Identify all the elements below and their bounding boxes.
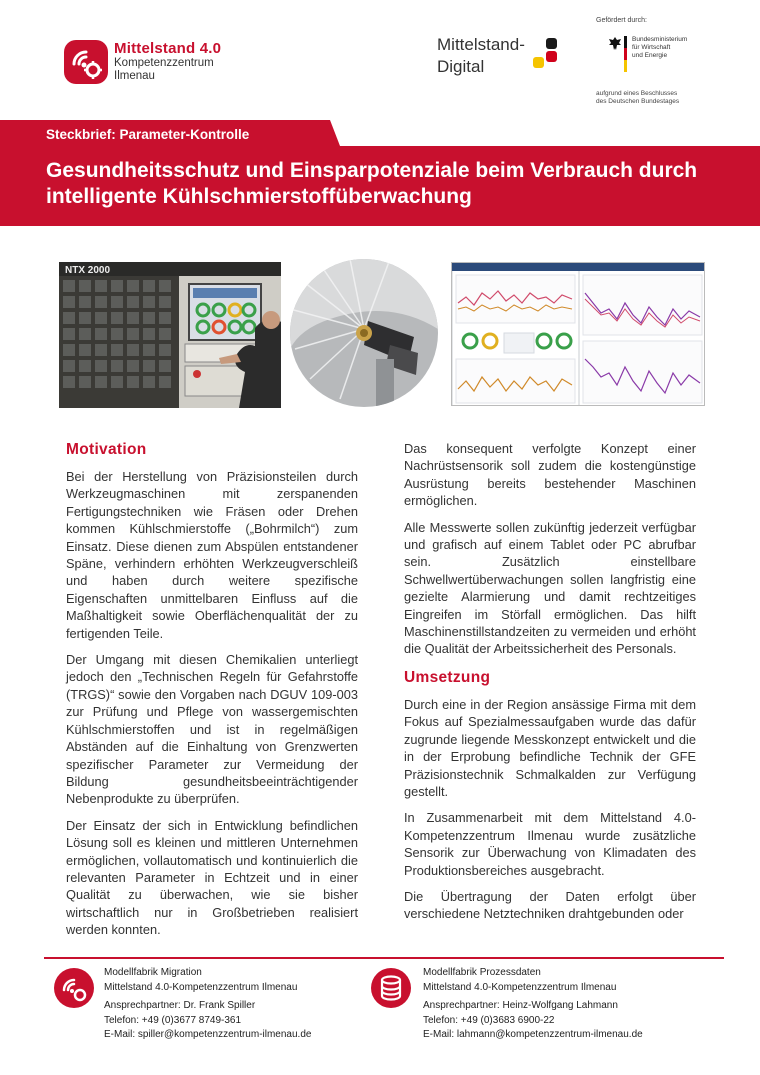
- machine-photo: [59, 262, 281, 408]
- ministry-line-1: Bundesministerium: [632, 36, 688, 43]
- digital-line-1: Mittelstand-: [437, 35, 525, 54]
- motivation-paragraph-5: Alle Messwerte sollen zukünftig jederzeit verfügbar und grafisch auf einem Tablet oder PC abrufbar sein. Zusätzlich einstellbare Schwellwertüberwachungen sollen langfristig eine gezielte Alarmierung und damit rechtzeitiges Eingreifen im Störfall ermöglichen. Das hilft Maschinenstillstandzeiten zu vermeiden und erhöht die Qualität der Arbeitssicherheit des Personals.: [404, 519, 696, 657]
- motivation-paragraph-1: Bei der Herstellung von Präzisionsteilen durch Werkzeugmaschinen mit zerspanenden Fertigungstechniken wie Fräsen oder Drehen kommen Kühlschmierstoffe („Bohrmilch“) zum Einsatz. Diese dienen zum Abspülen entstandener Späne, verhindern erhöhten Werkzeugverschleiß und haben durch weitere spezifische Eigenschaften unmittelbaren Einfluss auf die Maßhaltigkeit sowie Oberflächenqualität der zu fertigenden Teile.: [66, 469, 358, 641]
- motivation-paragraph-3: Der Einsatz der sich in Entwicklung befindlichen Lösung soll es kleinen und mittleren Unternehmen ermöglichen, vollautomatisch und kontinuierlich die relevanten Parameter in Echtzeit und in einer Qualität zu überwachen, wie sie bisher wirtschaftlich nur in Großbetrieben realisiert werden konnten.: [66, 817, 358, 938]
- decision-line-2: des Deutschen Bundestages: [596, 98, 680, 105]
- left-contact-person: Ansprechpartner: Dr. Frank Spiller: [104, 1000, 256, 1011]
- umsetzung-paragraph-3: Die Übertragung der Daten erfolgt über verschiedene Netztechniken drahtgebunden oder: [404, 888, 696, 922]
- page-title: Gesundheitsschutz und Einsparpotenziale beim Verbrauch durch intelligente Kühlschmierstoffüberwachung: [46, 159, 698, 208]
- right-lab-name: Modellfabrik Prozessdaten: [423, 967, 541, 978]
- right-org: Mittelstand 4.0-Kompetenzzentrum Ilmenau: [423, 981, 617, 993]
- mittelstand-digital-logo: [532, 38, 562, 68]
- brand-subtitle-2: Ilmenau: [114, 70, 155, 82]
- motivation-paragraph-2: Der Umgang mit diesen Chemikalien unterliegt jedoch den „Technischen Regeln für Gefahrstoffe (TRGS)“ sowie den Vorgaben nach DGUV 109-003 zur Prüfung und Pflege von wassergemischten Kühlschmierstoffen und ist in regelmäßigen Abständen auf die Einhaltung von Grenzwerten spezifischer Parameter zur Vermeidung der Bildung gesundheitsbeeinträchtigender Nebenprodukte zu überprüfen.: [66, 652, 358, 807]
- footer-divider: [44, 957, 724, 959]
- md-black-square: [546, 38, 557, 49]
- dashboard-screenshot: [451, 262, 705, 406]
- right-email-link[interactable]: E-Mail: lahmann@kompetenzzentrum-ilmenau.de: [423, 1029, 643, 1040]
- digital-line-2: Digital: [437, 57, 485, 76]
- decision-line-1: aufgrund eines Beschlusses: [596, 90, 678, 97]
- cutting-tool-photo: [290, 259, 438, 407]
- migration-icon: [54, 968, 94, 1008]
- right-phone: Telefon: +49 (0)3683 6900-22: [423, 1014, 555, 1026]
- md-yellow-square: [533, 57, 544, 68]
- bundestag-note: [596, 90, 679, 106]
- kompetenzzentrum-logo: [64, 40, 108, 84]
- right-column: [404, 440, 696, 932]
- left-column: [66, 440, 358, 948]
- footer-contact-right: [423, 966, 643, 1043]
- umsetzung-heading: Umsetzung: [404, 668, 491, 686]
- right-contact-person: Ansprechpartner: Heinz-Wolfgang Lahmann: [423, 1000, 618, 1011]
- funded-by-label: Gefördert durch:: [596, 17, 647, 24]
- profile-tab-label: Steckbrief: Parameter-Kontrolle: [46, 127, 250, 142]
- brand-subtitle-1: Kompetenzzentrum: [114, 57, 214, 69]
- page-header: [0, 0, 760, 120]
- md-red-square: [546, 51, 557, 62]
- ministry-line-3: und Energie: [632, 52, 668, 59]
- left-email-link[interactable]: E-Mail: spiller@kompetenzzentrum-ilmenau.de: [104, 1029, 312, 1040]
- federal-eagle-icon: [608, 36, 622, 57]
- umsetzung-paragraph-1: Durch eine in der Region ansässige Firma mit dem Fokus auf Spezialmessaufgaben wurde das dafür zugrunde liegende Messkonzept entwickelt und die in der Erprobung befindliche Technik der GFE Präzisionstechnik Schmalkalden zur Verfügung gestellt.: [404, 696, 696, 799]
- ministry-name: [632, 36, 687, 60]
- left-org: Mittelstand 4.0-Kompetenzzentrum Ilmenau: [104, 981, 298, 993]
- ministry-line-2: für Wirtschaft: [632, 44, 671, 51]
- left-lab-name: Modellfabrik Migration: [104, 967, 202, 978]
- umsetzung-paragraph-2: In Zusammenarbeit mit dem Mittelstand 4.0-Kompetenzzentrum Ilmenau wurde zusätzliche Sensorik zur Überwachung von Klimadaten des Produktionsbereiches ausgebracht.: [404, 810, 696, 878]
- left-phone: Telefon: +49 (0)3677 8749-361: [104, 1014, 242, 1026]
- footer-contact-left: [104, 966, 311, 1043]
- machine-label: NTX 2000: [65, 265, 111, 276]
- motivation-paragraph-4: Das konsequent verfolgte Konzept einer Nachrüstsensorik soll zudem die kostengünstige Ausrüstung bereits bestehender Maschinen ermöglichen.: [404, 441, 696, 509]
- german-flag-icon: [624, 36, 627, 72]
- mittelstand-digital-wordmark: [437, 34, 525, 78]
- motivation-heading: Motivation: [66, 441, 147, 458]
- brand-title: Mittelstand 4.0: [114, 40, 222, 57]
- kompetenzzentrum-wordmark: [114, 40, 221, 83]
- database-icon: [371, 968, 411, 1008]
